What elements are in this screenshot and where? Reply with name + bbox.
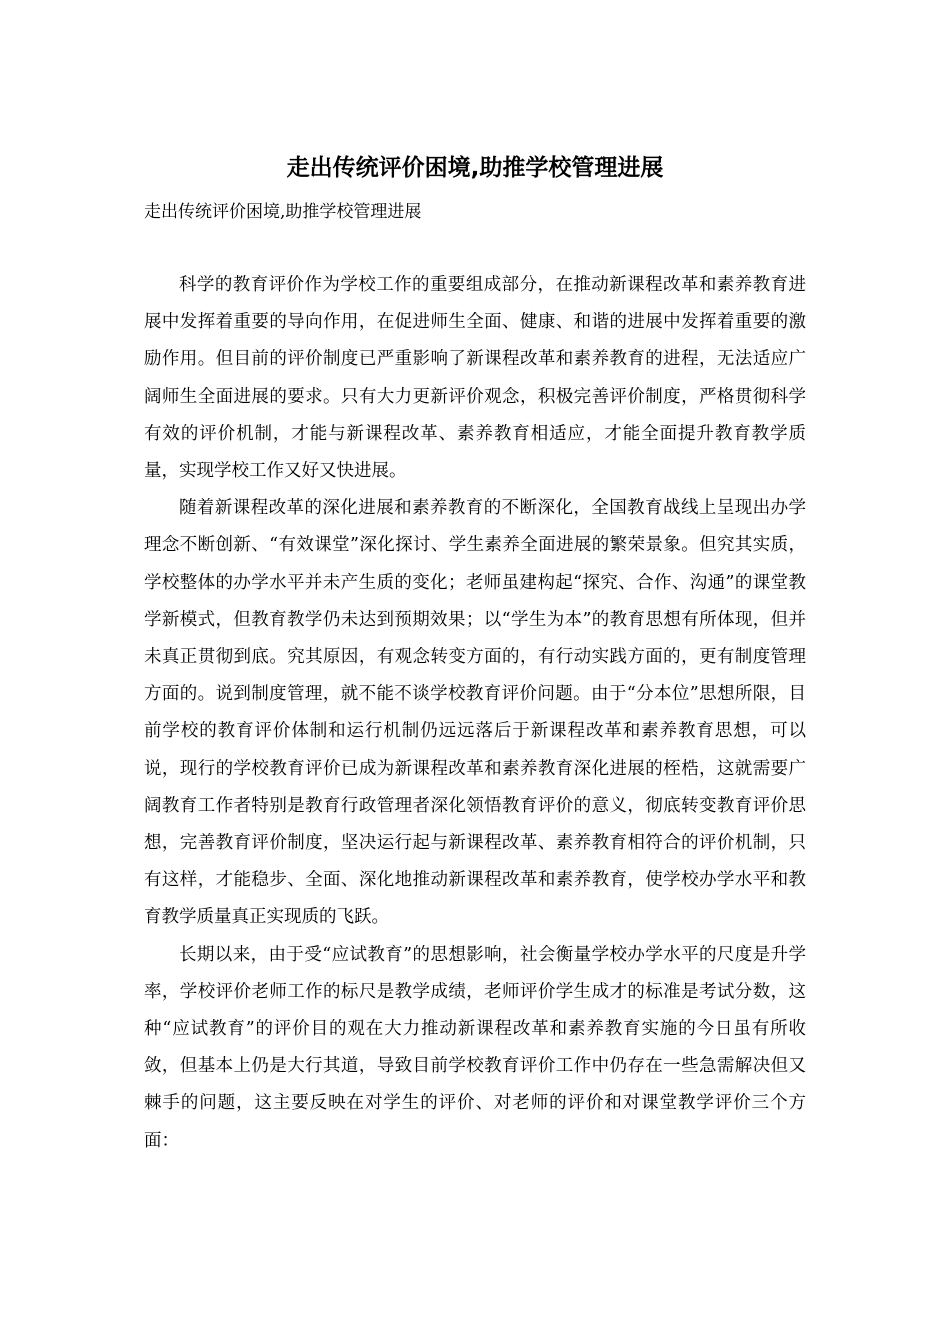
document-body <box>144 267 806 1160</box>
paragraph-3: 长期以来，由于受“应试教育”的思想影响，社会衡量学校办学水平的尺度是升学率，学校评价老师工作的标尺是教学成绩，老师评价学生成才的标准是考试分数，这种“应试教育”的评价目的观在大力推动新课程改革和素养教育实施的今日虽有所收敛，但基本上仍是大行其道，导致目前学校教育评价工作中仍存在一些急需解决但又棘手的问题，这主要反映在对学生的评价、对老师的评价和对课堂教学评价三个方面： <box>144 944 806 1151</box>
document-subtitle: 走出传统评价困境,助推学校管理进展 <box>144 202 422 222</box>
paragraph-2: 随着新课程改革的深化进展和素养教育的不断深化，全国教育战线上呈现出办学理念不断创新、“有效课堂”深化探讨、学生素养全面进展的繁荣景象。但究其实质，学校整体的办学水平并未产生质的变化；老师虽建构起“探究、合作、沟通”的课堂教学新模式，但教育教学仍未达到预期效果；以“学生为本”的教育思想有所体现，但并未真正贯彻到底。究其原因，有观念转变方面的，有行动实践方面的，更有制度管理方面的。说到制度管理，就不能不谈学校教育评价问题。由于“分本位”思想所限，目前学校的教育评价体制和运行机制仍远远落后于新课程改革和素养教育思想，可以说，现行的学校教育评价已成为新课程改革和素养教育深化进展的桎梏，这就需要广阔教育工作者特别是教育行政管理者深化领悟教育评价的意义，彻底转变教育评价思想，完善教育评价制度，坚决运行起与新课程改革、素养教育相符合的评价机制，只有这样，才能稳步、全面、深化地推动新课程改革和素养教育，使学校办学水平和教育教学质量真正实现质的飞跃。 <box>144 498 806 928</box>
document-title: 走出传统评价困境,助推学校管理进展 <box>286 155 664 181</box>
paragraph-1: 科学的教育评价作为学校工作的重要组成部分，在推动新课程改革和素养教育进展中发挥着重要的导向作用，在促进师生全面、健康、和谐的进展中发挥着重要的激励作用。但目前的评价制度已严重影响了新课程改革和素养教育的进程，无法适应广阔师生全面进展的要求。只有大力更新评价观念，积极完善评价制度，严格贯彻科学有效的评价机制，才能与新课程改革、素养教育相适应，才能全面提升教育教学质量，实现学校工作又好又快进展。 <box>144 275 806 482</box>
